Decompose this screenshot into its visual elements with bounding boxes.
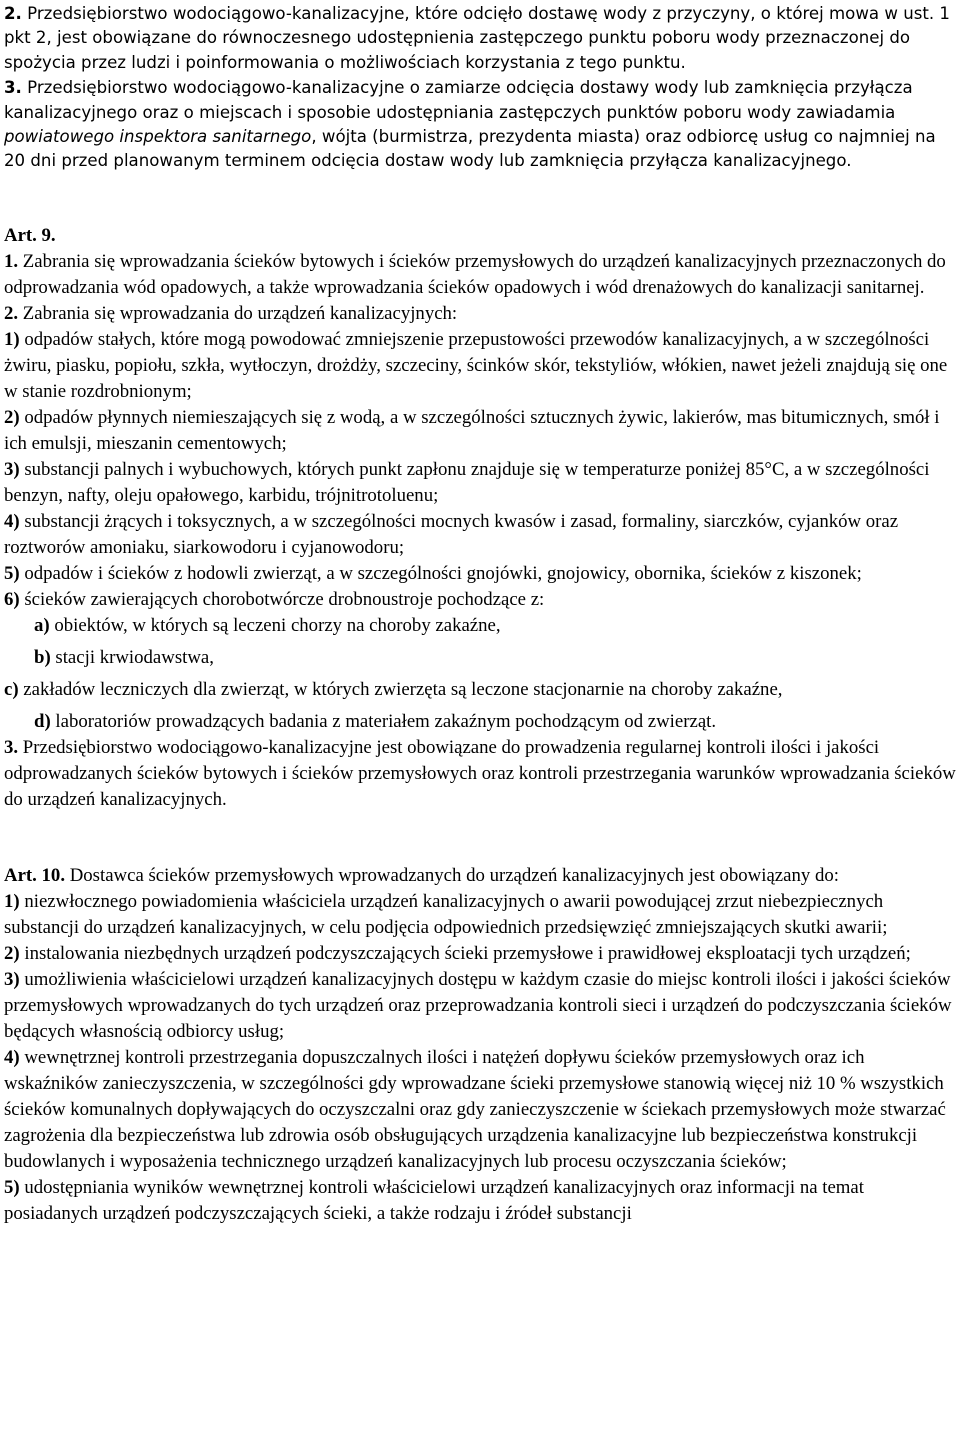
list-item: 5) odpadów i ścieków z hodowli zwierząt, a w szczególności gnojówki, gnojowicy, obornika, ścieków z kiszonek;	[4, 562, 862, 584]
paragraph-1	[4, 249, 956, 301]
list-item: 2) instalowania niezbędnych urządzeń podczyszczających ścieki przemysłowe i prawidłowej eksploatacji tych urządzeń;	[4, 942, 911, 964]
paragraph-text: Zabrania się wprowadzania do urządzeń kanalizacyjnych:	[18, 302, 458, 324]
list-item: 5) udostępniania wyników wewnętrznej kontroli właścicielowi urządzeń kanalizacyjnych oraz informacji na temat posiadanych urządzeń podczyszczających ścieki, a także rodzaju i źródeł substancji	[4, 1176, 864, 1224]
document-page	[4, 2, 956, 1227]
paragraph-3	[4, 735, 956, 813]
paragraph-number: 2.	[4, 302, 19, 324]
list-item: 3) substancji palnych i wybuchowych, których punkt zapłonu znajduje się w temperaturze poniżej 85°C, a w szczególności benzyn, nafty, oleju opałowego, karbidu, trójnitrotoluenu;	[4, 458, 930, 506]
paragraph-text: Przedsiębiorstwo wodociągowo-kanalizacyjne o zamiarze odcięcia dostawy wody lub zamknięcia przyłącza kanalizacyjnego oraz o miejscach i sposobie udostępniania zastępczych punktów poboru wody zawiadamia	[4, 78, 913, 122]
section-top	[4, 2, 956, 174]
paragraph-text: Zabrania się wprowadzania ścieków bytowych i ścieków przemysłowych do urządzeń kanalizacyjnych przeznaczonych do odprowadzania wód opadowych, a także wprowadzania ścieków opadowych i wód drenażowych do kanalizacji sanitarnej.	[4, 250, 946, 298]
list-item: 2) odpadów płynnych niemieszających się z wodą, a w szczególności sztucznych żywic, lakierów, mas bitumicznych, smół i ich emulsji, mieszanin cementowych;	[4, 406, 940, 454]
list-item: 4) substancji żrących i toksycznych, a w szczególności mocnych kwasów i zasad, formaliny, siarczków, cyjanków oraz roztworów amoniaku, siarkowodoru i cyjanowodoru;	[4, 510, 899, 558]
paragraph-number: 3.	[4, 736, 19, 758]
paragraph-text: Przedsiębiorstwo wodociągowo-kanalizacyjne jest obowiązane do prowadzenia regularnej kontroli ilości i jakości odprowadzanych ścieków bytowych i ścieków przemysłowych oraz kontroli przestrzegania warunków wprowadzania ścieków do urządzeń kanalizacyjnych.	[4, 736, 956, 810]
paragraph-2	[4, 301, 956, 327]
list-item: 3) umożliwienia właścicielowi urządzeń kanalizacyjnych dostępu w każdym czasie do miejsc kontroli ilości i jakości ścieków przemysłowych wprowadzanych do tych urządzeń oraz przeprowadzania kontroli sieci i urządzeń do podczyszczania ścieków będących własnością odbiorcy usług;	[4, 968, 952, 1042]
list-item: 1) niezwłocznego powiadomienia właściciela urządzeń kanalizacyjnych o awarii powodującej zrzut niebezpiecznych substancji do urządzeń kanalizacyjnych, w celu podjęcia odpowiednich przedsięwzięć zmniejszających skutki awarii;	[4, 890, 888, 938]
article-9	[4, 223, 956, 813]
list-item: 6) ścieków zawierających chorobotwórcze drobnoustroje pochodzące z:	[4, 588, 545, 610]
sub-list-item: c) zakładów leczniczych dla zwierząt, w których zwierzęta są leczone stacjonarnie na choroby zakaźne,	[4, 678, 783, 700]
list-item: 4) wewnętrznej kontroli przestrzegania dopuszczalnych ilości i natężeń dopływu ścieków przemysłowych oraz ich wskaźników zanieczyszczenia, w szczególności gdy wprowadzane ścieki przemysłowe stanowią więcej niż 10 % wszystkich ścieków komunalnych dopływających do oczyszczalni oraz gdy zanieczyszczenie w ściekach przemysłowych może stwarzać zagrożenia dla bezpieczeństwa lub zdrowia osób obsługujących urządzenia kanalizacyjne lub bezpieczeństwa konstrukcji budowlanych i wyposażenia technicznego urządzeń kanalizacyjnych lub procesu oczyszczania ścieków;	[4, 1046, 946, 1172]
article-title: Art. 9.	[4, 224, 56, 246]
paragraph-number: 1.	[4, 250, 19, 272]
list-item: 1) odpadów stałych, które mogą powodować zmniejszenie przepustowości przewodów kanalizacyjnych, a w szczególności żwiru, piasku, popiołu, szkła, wytłoczyn, drożdży, szczeciny, ścinków skór, tekstyliów, włókien, nawet jeżeli znajdują się one w stanie rozdrobnionym;	[4, 328, 948, 402]
article-title: Art. 10.	[4, 864, 66, 886]
paragraph-text: Przedsiębiorstwo wodociągowo-kanalizacyjne, które odcięło dostawę wody z przyczyny, o której mowa w ust. 1 pkt 2, jest obowiązane do równoczesnego udostępnienia zastępczego punktu poboru wody przeznaczonej do spożycia przez ludzi i poinformowania o możliwościach korzystania z tego punktu.	[4, 4, 950, 72]
paragraph-3	[4, 76, 956, 174]
article-intro	[4, 863, 956, 889]
sub-list-item: a) obiektów, w których są leczeni chorzy na choroby zakaźne,	[34, 614, 501, 636]
sub-list-item: d) laboratoriów prowadzących badania z materiałem zakaźnym pochodzącym od zwierząt.	[34, 710, 717, 732]
paragraph-number: 3.	[4, 78, 22, 98]
paragraph-text: , wójta (burmistrza, prezydenta miasta) oraz odbiorcę usług co najmniej na 20 dni przed planowanym terminem odcięcia dostaw wody lub zamknięcia przyłącza kanalizacyjnego.	[4, 127, 936, 171]
paragraph-number: 2.	[4, 4, 22, 23]
article-10	[4, 863, 956, 1227]
paragraph-2	[4, 2, 956, 75]
italic-term: powiatowego inspektora sanitarnego	[4, 127, 312, 147]
sub-list-item: b) stacji krwiodawstwa,	[34, 646, 214, 668]
sub-list	[4, 613, 956, 735]
paragraph-text: Dostawca ścieków przemysłowych wprowadzanych do urządzeń kanalizacyjnych jest obowiązany do:	[65, 864, 839, 886]
